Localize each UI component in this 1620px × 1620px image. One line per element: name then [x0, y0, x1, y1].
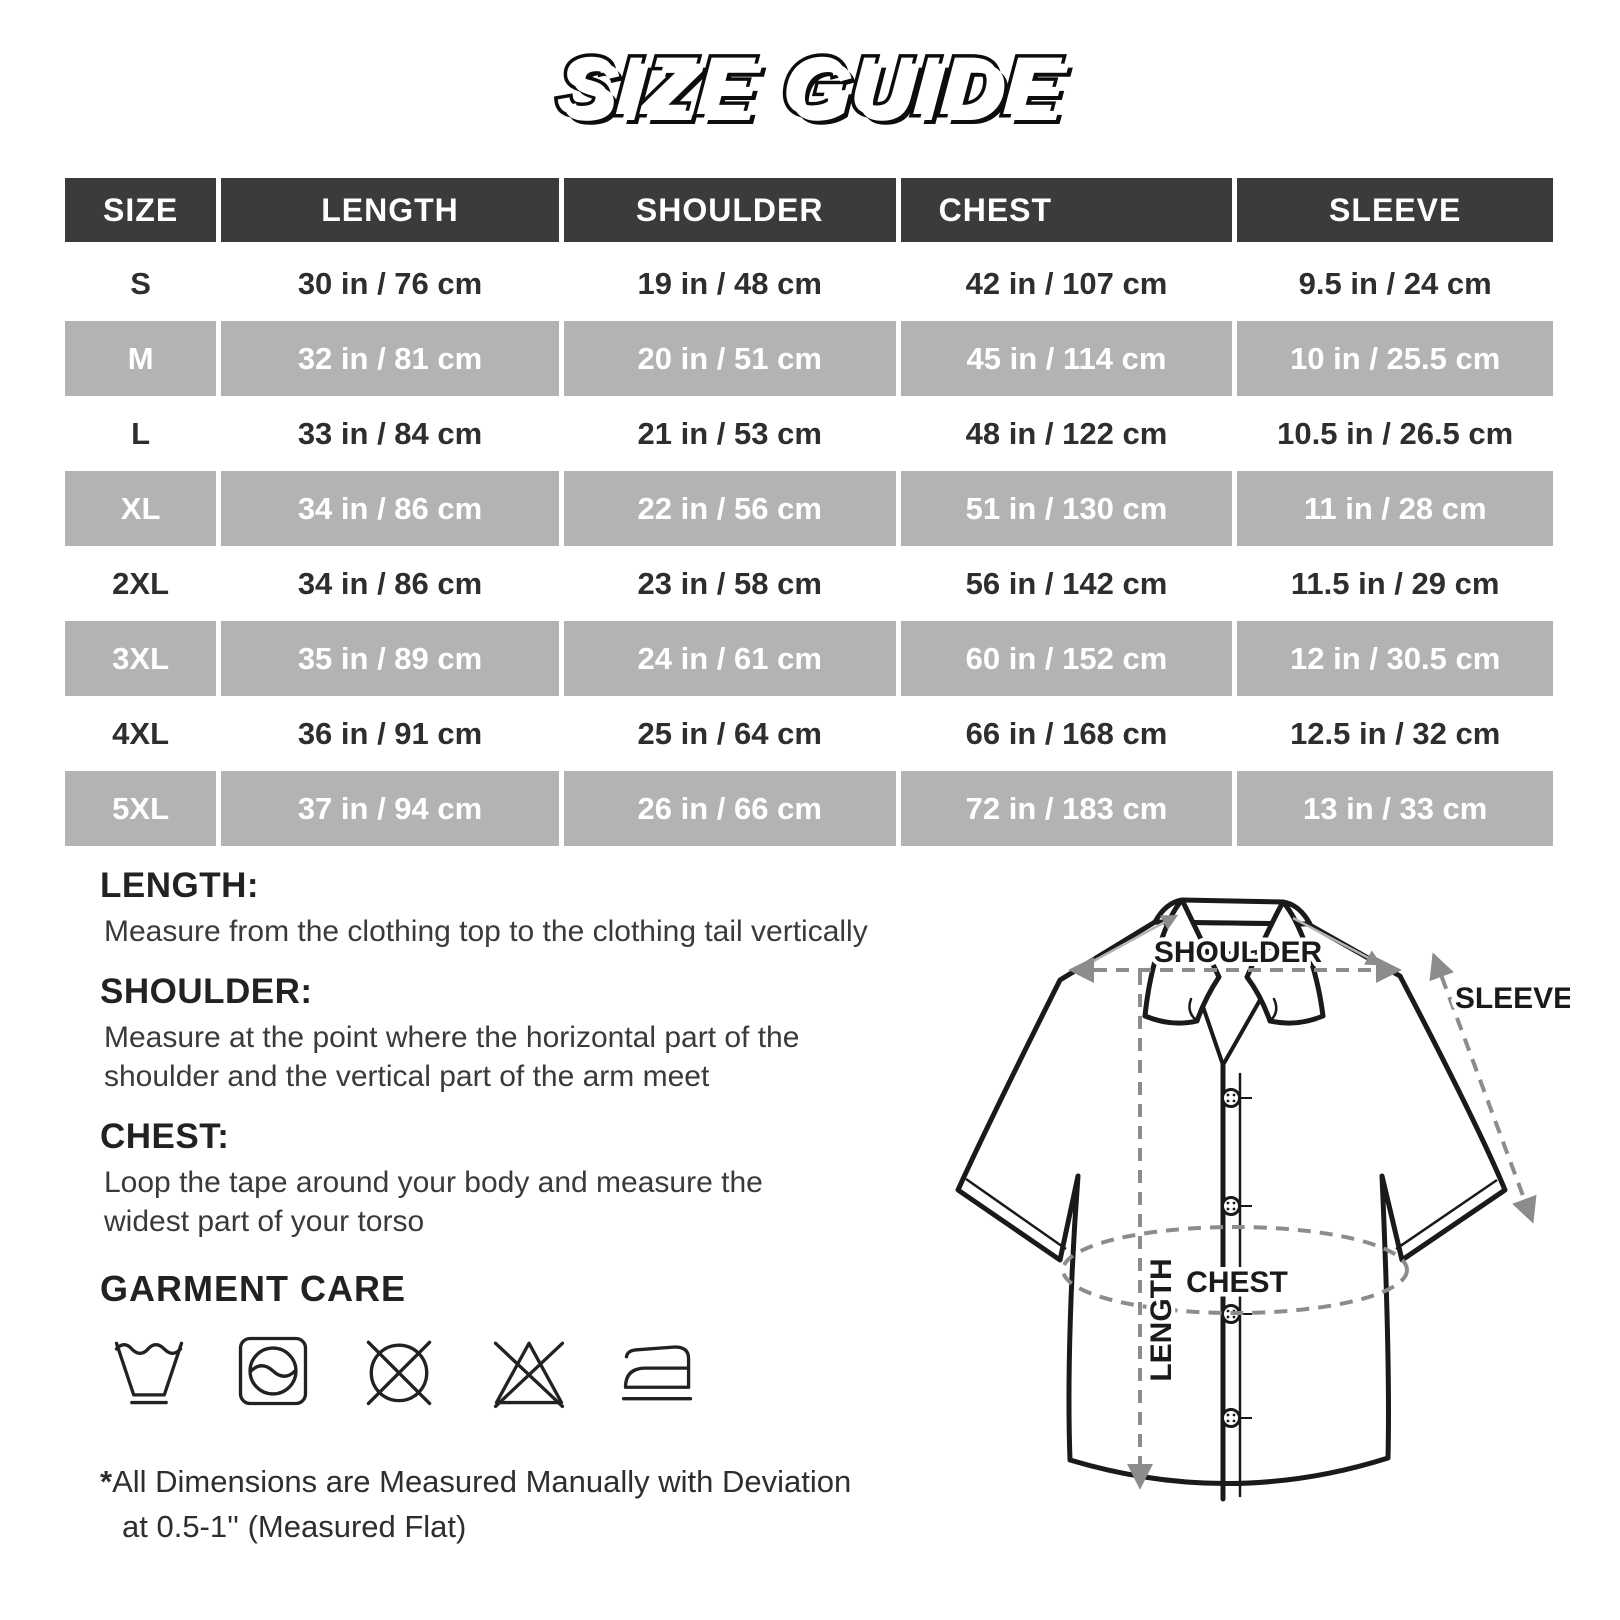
header-size: SIZE	[65, 178, 216, 246]
table-row-m	[65, 321, 1553, 396]
chest-section-body: Loop the tape around your body and measure the widest part of your torso	[104, 1165, 763, 1239]
diagram-chest-label: CHEST	[1186, 1266, 1288, 1299]
cell-chest: 48 in / 122 cm	[901, 396, 1233, 471]
tumble-dry-icon	[230, 1328, 316, 1414]
cell-length: 32 in / 81 cm	[221, 321, 559, 396]
cell-chest: 42 in / 107 cm	[901, 246, 1233, 321]
do-not-bleach-icon	[482, 1328, 576, 1414]
header-sleeve: SLEEVE	[1237, 178, 1553, 246]
header-shoulder: SHOULDER	[564, 178, 896, 246]
cell-size: L	[65, 396, 216, 471]
cell-size: M	[65, 321, 216, 396]
diagram-sleeve-label: SLEEVE	[1454, 982, 1570, 1015]
cell-shoulder: 24 in / 61 cm	[564, 621, 896, 696]
cell-sleeve: 13 in / 33 cm	[1237, 771, 1553, 846]
cell-sleeve: 12.5 in / 32 cm	[1237, 696, 1553, 771]
cell-shoulder: 20 in / 51 cm	[564, 321, 896, 396]
cell-shoulder: 22 in / 56 cm	[564, 471, 896, 546]
cell-size: 3XL	[65, 621, 216, 696]
size-table	[60, 178, 1558, 846]
garment-care-heading: GARMENT CARE	[100, 1267, 406, 1309]
do-not-dry-clean-icon	[352, 1328, 446, 1414]
cell-chest: 56 in / 142 cm	[901, 546, 1233, 621]
cell-length: 30 in / 76 cm	[221, 246, 559, 321]
diagram-shoulder-label: SHOULDER	[1153, 936, 1323, 969]
shirt-diagram-svg	[920, 858, 1570, 1518]
table-row-3xl	[65, 621, 1553, 696]
cell-shoulder: 25 in / 64 cm	[564, 696, 896, 771]
header-length: LENGTH	[221, 178, 559, 246]
footnote-line2: at 0.5-1'' (Measured Flat)	[122, 1508, 467, 1544]
length-section-body: Measure from the clothing top to the clothing tail vertically	[104, 915, 868, 948]
measurement-info	[100, 866, 960, 1550]
cell-size: 4XL	[65, 696, 216, 771]
cell-chest: 45 in / 114 cm	[901, 321, 1233, 396]
cell-sleeve: 9.5 in / 24 cm	[1237, 246, 1553, 321]
cell-length: 34 in / 86 cm	[221, 546, 559, 621]
cell-length: 34 in / 86 cm	[221, 471, 559, 546]
cell-size: 5XL	[65, 771, 216, 846]
length-section-heading: LENGTH:	[100, 866, 260, 905]
cell-sleeve: 11.5 in / 29 cm	[1237, 546, 1553, 621]
shirt-measurement-diagram	[920, 858, 1570, 1518]
cell-chest: 72 in / 183 cm	[901, 771, 1233, 846]
cell-sleeve: 12 in / 30.5 cm	[1237, 621, 1553, 696]
shoulder-section-heading: SHOULDER:	[100, 971, 313, 1011]
cell-length: 35 in / 89 cm	[221, 621, 559, 696]
cell-length: 37 in / 94 cm	[221, 771, 559, 846]
table-row-l	[65, 396, 1553, 471]
table-row-xl	[65, 471, 1553, 546]
cell-sleeve: 11 in / 28 cm	[1237, 471, 1553, 546]
table-row-2xl	[65, 546, 1553, 621]
footnote	[100, 1460, 960, 1550]
footnote-line1: All Dimensions are Measured Manually with Deviation	[112, 1463, 852, 1499]
table-row-5xl	[65, 771, 1553, 846]
cell-size: XL	[65, 471, 216, 546]
wash-tub-icon	[104, 1328, 194, 1414]
diagram-length-label: LENGTH	[1145, 1258, 1178, 1382]
footnote-asterisk: *	[100, 1463, 113, 1499]
iron-icon	[612, 1328, 704, 1414]
cell-sleeve: 10 in / 25.5 cm	[1237, 321, 1553, 396]
cell-chest: 66 in / 168 cm	[901, 696, 1233, 771]
cell-sleeve: 10.5 in / 26.5 cm	[1237, 396, 1553, 471]
cell-shoulder: 19 in / 48 cm	[564, 246, 896, 321]
header-chest: CHEST	[901, 178, 1233, 246]
cell-shoulder: 21 in / 53 cm	[564, 396, 896, 471]
cell-chest: 51 in / 130 cm	[901, 471, 1233, 546]
cell-shoulder: 26 in / 66 cm	[564, 771, 896, 846]
table-header-row	[65, 178, 1553, 246]
garment-care-icons	[104, 1328, 960, 1414]
chest-section-heading: CHEST:	[100, 1116, 230, 1156]
cell-length: 33 in / 84 cm	[221, 396, 559, 471]
table-row-s	[65, 246, 1553, 321]
shoulder-section-body: Measure at the point where the horizontal part of the shoulder and the vertical part of the arm meet	[104, 1020, 800, 1094]
cell-shoulder: 23 in / 58 cm	[564, 546, 896, 621]
cell-chest: 60 in / 152 cm	[901, 621, 1233, 696]
page-title: SIZE GUIDE	[554, 41, 1066, 132]
cell-size: S	[65, 246, 216, 321]
cell-size: 2XL	[65, 546, 216, 621]
cell-length: 36 in / 91 cm	[221, 696, 559, 771]
table-row-4xl	[65, 696, 1553, 771]
